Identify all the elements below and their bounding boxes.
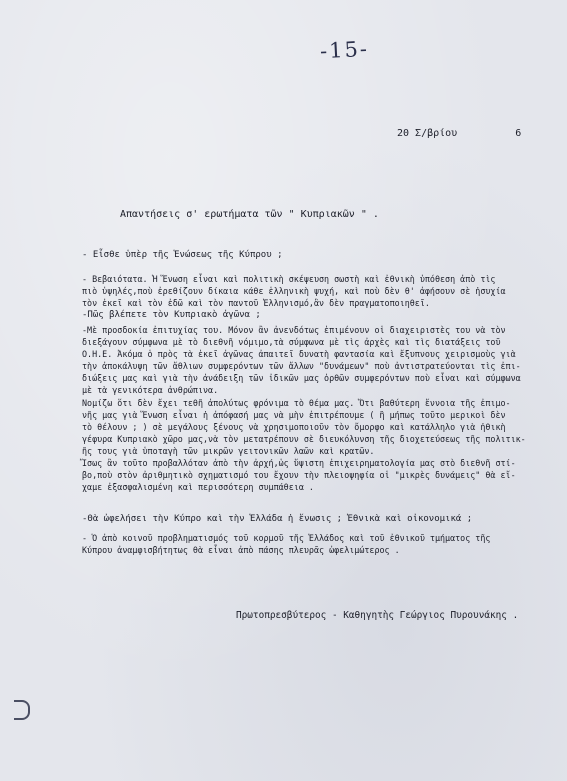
answer-line: πιὸ ὑψηλές,ποὺ ἐρεθίζουν δίκαια κάθε ἑλληνικὴ ψυχή, καὶ ποὺ δὲν θ' ἀφήσουν σὲ ἡσυχία: [82, 286, 506, 297]
answer-1: [82, 273, 552, 309]
answer-line: - Βεβαιότατα. Ἡ Ἕνωση εἶναι καὶ πολιτικὴ σκέψευση σωστὴ καὶ ἐθνικὴ ὑπόθεση ἀπὸ τὶς: [82, 274, 496, 284]
page-number: -15-: [319, 36, 370, 64]
answer-line: τὴν ἀποκάλυψη τῶν ἄθλιων συμφερόντων τῶν ἄλλων "δυνάμεων" ποὺ ἀντιστρατεύονται τὶς ἐπι-: [82, 361, 521, 372]
date-day-month: 20 Σ/βρίου: [397, 128, 458, 139]
section-1: [82, 249, 552, 261]
answer-line: Ο.Η.Ε. Ἀκόμα ὁ πρὸς τὰ ἐκεῖ ἀγῶνας ἀπαιτεῖ δυνατὴ φαντασία καὶ ἔξυπνους χειρισμοὺς γιὰ: [82, 349, 516, 360]
section-3: [82, 513, 552, 525]
question-1: - Εἶσθε ὑπὲρ τῆς Ἑνώσεως τῆς Κύπρου ;: [82, 250, 283, 260]
answer-line: γέφυρα Κυπριακὸ χῶρο μας,νὰ τὸν μετατρέπουν σὲ διευκόλυνση τῆς διοχετεύσεως τῆς πολιτικ-: [82, 433, 526, 444]
answer-line: - Ὁ ἀπὸ κοινοῦ προβληματισμός τοῦ κορμοῦ τῆς Ἑλλάδος καὶ τοῦ ἐθνικοῦ τμήματος τῆς: [82, 533, 491, 543]
answer-3: [82, 532, 552, 556]
answer-line: Νομίζω ὅτι δὲν ἔχει τεθῆ ἀπολύτως φρόνιμα τὸ θέμα μας. Ὅτι βαθύτερη ἔννοια τῆς ἐπιμο-: [82, 397, 511, 408]
date-year: 6: [515, 128, 522, 139]
paper-clip-mark: [14, 700, 30, 720]
answer-line: μὲ τὰ γενικότερα ἀνθρώπινα.: [82, 385, 219, 396]
signature-line: Πρωτοπρεσβύτερος - Καθηγητὴς Γεώργιος Πυρουνάκης .: [236, 610, 519, 621]
answer-line: Ἴσως ἂν τοῦτο προβαλλόταν ἀπὸ τὴν ἀρχή,ὡς ὕψιστη ἐπιχειρηματολογία μας στὸ διεθνῆ στί-: [82, 458, 516, 469]
question-2: -Πῶς βλέπετε τὸν Κυπριακὸ ἀγῶνα ;: [82, 310, 261, 320]
answer-line: διώξεις μας καὶ γιὰ τὴν ἀνάδειξη τῶν ἰδικῶν μας ὀρθῶν συμφερόντων ποὺ εἶναι καὶ σύμφωνα: [82, 373, 521, 384]
answer-line: -Μὲ προσδοκία ἐπιτυχίας του. Μόνον ἂν ἀνενδότως ἐπιμένουν οἱ διαχειριστὲς του νὰ τὸν: [82, 325, 506, 335]
question-3: -Θὰ ὠφελήσει τὴν Κύπρο καὶ τὴν Ἑλλάδα ἡ ἕνωσις ; Ἐθνικὰ καὶ οἰκονομικά ;: [82, 514, 473, 524]
answer-line: βο,ποὺ στὸν ἀριθμητικὸ σχηματισμό του ἔχουν τὴν πλειοψηφία οἱ "μικρὲς δυνάμεις" θὰ εἴ-: [82, 470, 516, 481]
answer-line: τὸ θέλουν ; ) σὲ μεγάλους ξένους νὰ χρησιμοποιοῦν τὸν ὄμορφο καὶ κατάλληλο γιὰ ἠθικὴ: [82, 421, 506, 432]
date-line: [397, 128, 521, 139]
section-2: [82, 309, 552, 321]
answer-2: [82, 324, 552, 493]
answer-line: Κύπρου ἀναμφισβήτητως θὰ εἶναι ἀπὸ πάσης πλευρᾶς ὠφελιμώτερος .: [82, 545, 400, 556]
answer-line: νῆς μας γιὰ Ἕνωση εἶναι ἡ ἀπόφασή μας νὰ μὴν ἐπιτρέπουμε ( ἢ μήπως τοῦτο μερικοὶ δὲν: [82, 409, 506, 420]
answer-line: διεξάγουν σύμφωνα μὲ τὸ διεθνῆ νόμιμο,τὰ σύμφωνα μὲ τὶς ἀρχὲς καὶ τὶς διατάξεις τοῦ: [82, 337, 501, 348]
document-title: Απαντήσεις σ' ερωτήματα τῶν " Κυπριακῶν " .: [120, 209, 379, 220]
answer-line: χαμε ἐξασφαλισμένη καὶ περισσότερη συμπάθεια .: [82, 482, 314, 493]
answer-line: τὸν ἐκεῖ καὶ τὸν ἐδῶ καὶ τὸν παντοῦ Ἑλληνισμό,ἂν δὲν πραγματοποιηθεῖ.: [82, 298, 430, 309]
answer-line: ῆς τους γιὰ ὑποταγὴ τῶν μικρῶν γειτονικῶν λαῶν καὶ κρατῶν.: [82, 445, 375, 456]
